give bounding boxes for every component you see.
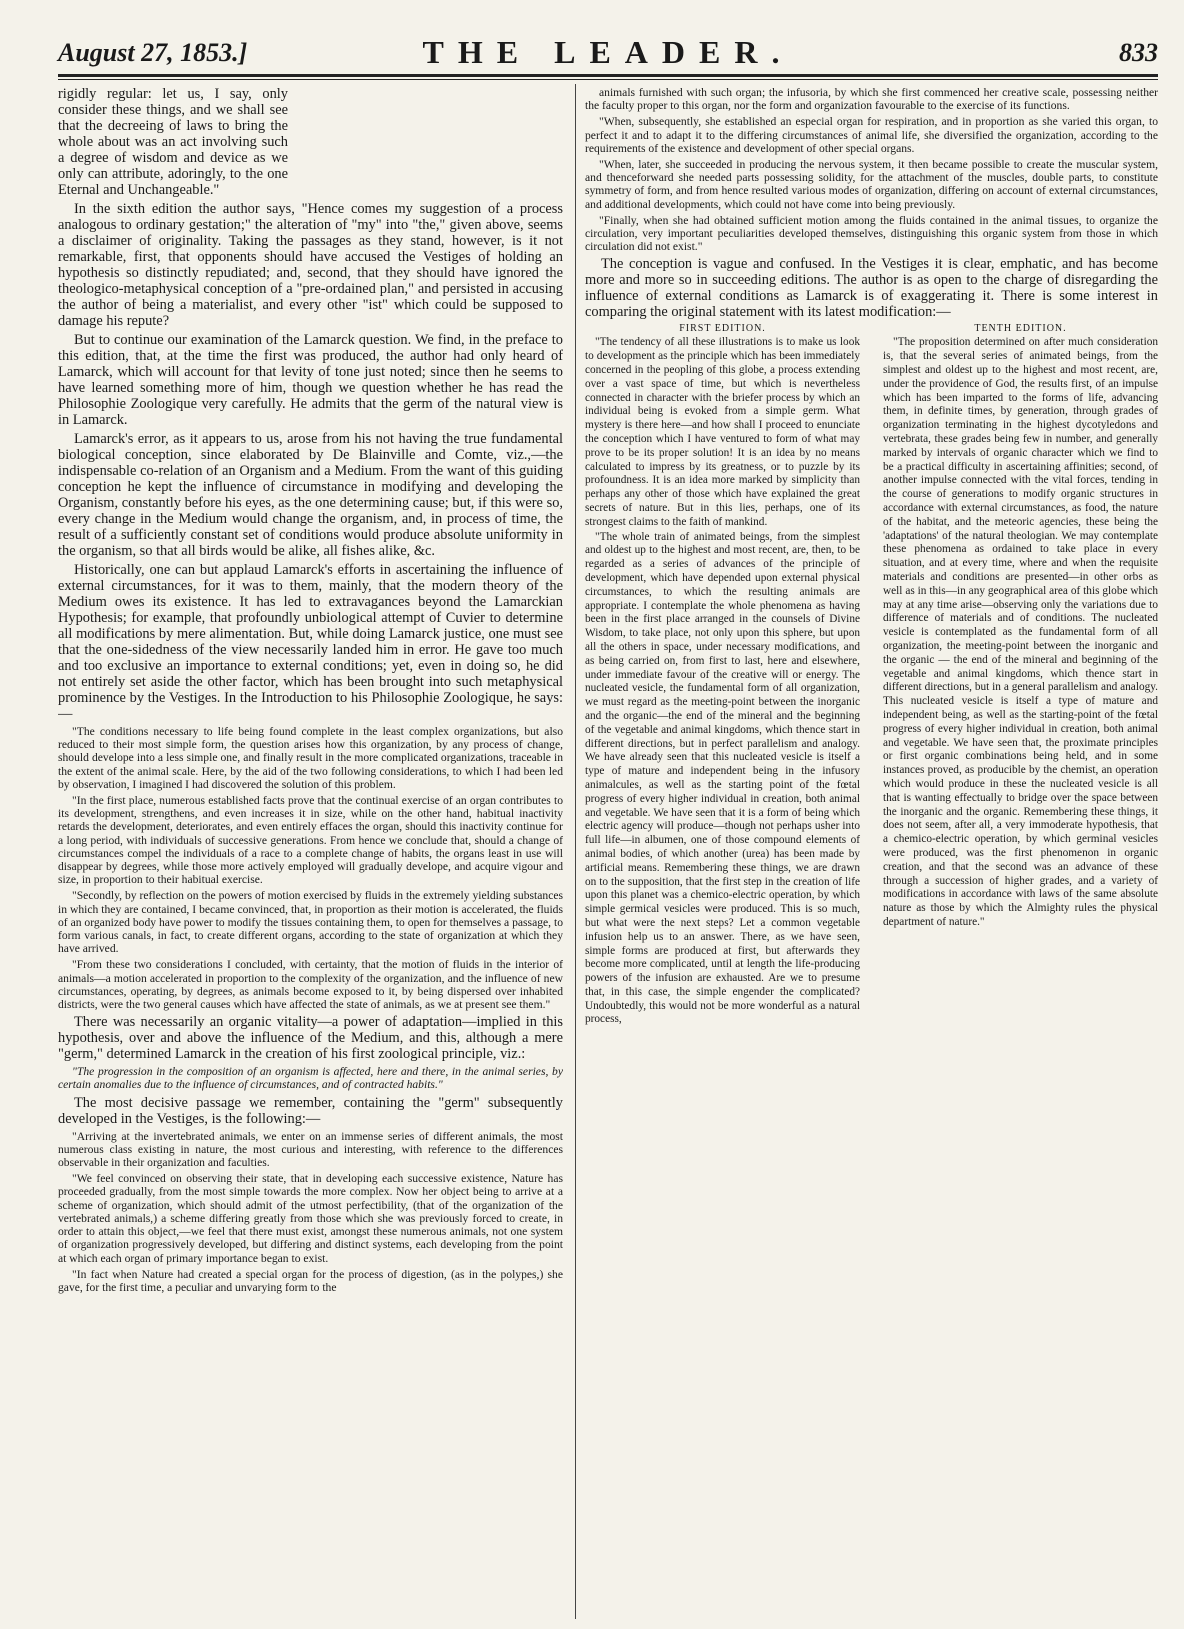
first-edition-heading: FIRST EDITION. (679, 323, 766, 335)
quotation: "In fact when Nature had created a special organ for the process of digestion, (as in the polypes,) she gave, for the first time, a peculiar and unvarying form to the (58, 1267, 563, 1294)
issue-date: August 27, 1853.] (58, 38, 248, 67)
quotation: "The proposition determined on after much consideration is, that the several series of animated beings, from the simplest and oldest up to the highest and most recent, are, under the providence of God, the results first, of an impulse which has been imparted to the forms of life, advancing them, in definite times, by generation, through grades of organization terminating in the highest dycotyledons and vertebrata, these grades being few in number, and generally marked by intervals of organic character which we find to be a practical difficulty in ascertaining affinities; second, of another impulse connected with the vital forces, tending in the course of generations to modify organic structures in accordance with external circumstances, as food, the nature of the habitat, and the meteoric agencies, these being the 'adaptations' of the natural theologian. We may contemplate these phenomena as ordained to take place in every situation, and at every time, where and when the requisite materials and conditions are presented—in other orbs as well as in this—in any geographical area of this globe which may at any time arise—observing only the variations due to difference of materials and of conditions. The nucleated vesicle is contemplated as the fundamental form of all organization, the meeting-point between the inorganic and the organic — the end of the mineral and beginning of the vegetable and animal kingdoms, which thence start in different directions, but in a general parallelism and analogy. This nucleated vesicle is itself a type of mature and independent being, as well as the starting-point of the fœtal progress of every higher individual in creation, both animal and vegetable. We have seen that, the proximate principles or first organic combinations being held, and in some instances proved, as producible by the chemist, an operation which would produce in these the nucleated vesicle is all that is wanting effectually to bridge over the space between the inorganic and the organic. Remembering these things, it does not seem, after all, a very immoderate hypothesis, that a chemico-electric operation, by which germinal vesicles were produced, was the first phenomenon in organic creation, and that the second was an advance of these through a succession of higher grades, and a variety of modifications in accordance with laws of the same absolute nature as those by which the Almighty rules the physical department of nature." (883, 336, 1158, 928)
paragraph: The conception is vague and confused. In the Vestiges it is clear, emphatic, and has become more and more so in succeeding editions. The author is as open to the charge of disregarding the influence of external conditions as Lamarck is of exaggerating it. There is some interest in comparing the original statement with its latest modification:— (585, 256, 1158, 321)
first-edition-column (585, 323, 860, 1028)
quotation: "When, subsequently, she established an especial organ for respiration, and in proportion as she varied this organ, to perfect it and to adapt it to the differing circumstances of animal life, she diversified the organization, according to the requirements of the existence and development of other special organs. (585, 115, 1158, 155)
page-number: 833 (1119, 38, 1158, 67)
paragraph: rigidly regular: let us, I say, only consider these things, and we shall see that the decreeing of laws to bring the whole about was an act involving such a degree of wisdom and device as we only can attribute, adoringly, to the one Eternal and Unchangeable." (58, 86, 288, 198)
left-column (58, 86, 563, 1621)
masthead (58, 30, 1158, 70)
paragraph: In the sixth edition the author says, "Hence comes my suggestion of a process analogous to ordinary gestation;" the alteration of "my" into "the," given above, seems a disclaimer of originality. Taking the passages as they stand, however, is it not remarkable, first, that opponents should have accused the Vestiges of holding an hypothesis so distinctly repudiated; and, second, that they should have ignored the theologico-metaphysical conception of a "pre-ordained plan," and persisted in accusing the author of being a materialist, and every other "ist" which could be supposed to damage his repute? (58, 201, 563, 329)
quotation: "The conditions necessary to life being found complete in the least complex organizations, but also reduced to their most simple form, the question arises how this organization, by any process of change, should develope into a less simple one, and finally result in the more complicated organizations, traceable in the extent of the animal scale. Here, by the aid of the two following considerations, to which I had been led by observation, I imagined I had discovered the solution of this problem. (58, 725, 563, 791)
tenth-edition-column (883, 323, 1158, 1028)
paragraph: There was necessarily an organic vitality—a power of adaptation—implied in this hypothesis, over and above the influence of the Medium, and this, although a mere "germ," determined Lamarck in the creation of his first zoological principle, viz.: (58, 1014, 563, 1063)
column-divider (575, 84, 576, 1619)
newspaper-title: THE LEADER. (422, 34, 794, 70)
quotation: "Secondly, by reflection on the powers of motion exercised by fluids in the extremely yielding substances in which they are contained, I became convinced, that, in proportion as their motion is accelerated, the fluids of an organized body have power to modify the tissues containing them, to open for themselves a passage, to form various canals, in fact, to create different organs, according to the state of organization at which they have arrived. (58, 889, 563, 956)
quotation: animals furnished with such organ; the infusoria, by which she first commenced her creative scale, possessing neither the faculty proper to this organ, nor the form and organization favourable to the exercise of its functions. (585, 86, 1158, 113)
quotation: "Finally, when she had obtained sufficient motion among the fluids contained in the animal tissues, to organize the circulation, very important peculiarities developed themselves, distinguishing this organic system from those in which circulation did not exist." (585, 213, 1158, 254)
quotation: "The progression in the composition of an organism is affected, here and there, in the animal series, by certain anomalies due to the influence of circumstances, and of contracted habits." (58, 1065, 563, 1092)
quotation: "The tendency of all these illustrations is to make us look to development as the principle which has been immediately concerned in the peopling of this globe, a process extending over a vast space of time, but which is nevertheless connected in character with the briefer process by which an individual being is evoked from a simple germ. What mystery is there here—and how shall I proceed to enunciate the conception which I have ventured to form of what may prove to be its proper solution! It is an idea by no means calculated to impress by its greatness, or to puzzle by its profoundness. It is an idea more marked by simplicity than perhaps any other of those which have explained the great secrets of nature. But in this lies, perhaps, one of its strongest claims to the faith of mankind. (585, 336, 860, 528)
masthead-rule-thick (58, 74, 1158, 77)
quotation: "Arriving at the invertebrated animals, we enter on an immense series of different animals, the most numerous class existing in nature, the most curious and interesting, with reference to the differences observable in their organization and faculties. (58, 1129, 563, 1170)
masthead-rule-thin (58, 79, 1158, 80)
paragraph: Lamarck's error, as it appears to us, arose from his not having the true fundamental biological conception, since elaborated by De Blainville and Comte, viz.,—the indispensable co-relation of an Organism and a Medium. From the want of this guiding conception he kept the influence of circumstance in modifying and developing the Organism, constantly before his eyes, as the one determining cause; but, if this were so, every change in the Medium would change the organism, and, in process of time, the result of a sufficiently constant set of conditions would produce absolute uniformity in the organism, so that all birds would be alike, all fishes alike, &c. (58, 431, 563, 559)
right-column (585, 86, 1158, 1621)
quotation: "From these two considerations I concluded, with certainty, that the motion of fluids in the interior of animals—a motion accelerated in proportion to the complexity of the organization, and the influence of new circumstances, operating, by degrees, as animals become exposed to it, by being dispersed over inhabited districts, were the two general causes which have affected the state of animals, as we at present see them." (58, 958, 563, 1012)
quotation: "We feel convinced on observing their state, that in developing each successive existence, Nature has proceeded gradually, from the most simple towards the more complex. Now her object being to arrive at a scheme of organization, which should admit of the utmost perfectibility, (that of the organization of the vertebrated animals,) a scheme differing greatly from those which she was previously forced to create, in order to attain this object,—we feel that there must exist, amongst these numerous animals, not one system of organization progressively developed, but differing and distinct systems, each developing from the point at which each organ of primary importance began to exist. (58, 1172, 563, 1265)
quotation: "In the first place, numerous established facts prove that the continual exercise of an organ contributes to its development, strengthens, and even increases it in size, while on the other hand, habitual inactivity retards the development, deteriorates, and even entirely effaces the organ, should this inactivity continue for a long period, with individuals of successive generations. From hence we conclude that, should a change of circumstances compel the individuals of a race to a complete change of habits, the organs least in use will disappear by degrees, while those more actively employed will gradually develope, and acquire vigour and size, in proportion to their habitual exercise. (58, 794, 563, 887)
edition-comparison (585, 323, 1158, 1028)
paragraph: The most decisive passage we remember, containing the "germ" subsequently developed in the Vestiges, is the following:— (58, 1094, 563, 1127)
tenth-edition-heading: TENTH EDITION. (974, 323, 1067, 335)
quotation: "The whole train of animated beings, from the simplest and oldest up to the highest and most recent, are, then, to be regarded as a series of advances of the principle of development, which have depended upon external physical circumstances, to which the resulting animals are appropriate. I contemplate the whole phenomena as having been in the first place arranged in the counsels of Divine Wisdom, to take place, not only upon this sphere, but upon all the others in space, under necessary modifications, and as being carried on, from first to last, here and elsewhere, under immediate favour of the creative will or energy. The nucleated vesicle, the fundamental form of all organization, we must regard as the meeting-point between the inorganic and the organic—the end of the mineral and the beginning of the vegetable and animal kingdoms, which thence start in different directions, but in perfect parallelism and analogy. We have already seen that this nucleated vesicle is itself a type of mature and independent being in the infusory animalcules, as well as the starting point of the fœtal progress of every higher individual in creation, both animal and vegetable. We have seen that it is a form of being which electric agency will produce—though not perhaps usher into full life—in albumen, one of those compound elements of animal bodies, of which another (urea) has been made by artificial means. Remembering these things, we are drawn on to the supposition, that the first step in the creation of life upon this planet was a chemico-electric operation, by which simple germical vesicles were produced. This is so much, but what were the next steps? Let a common vegetable infusion help us to an answer. There, as we have seen, simple forms are produced at first, but afterwards they become more complicated, until at length the life-producing powers of the infusion are exhausted. Are we to presume that, in this case, the simple engender the complicated? Undoubtedly, this would not be more wonderful as a natural process, (585, 530, 860, 1026)
paragraph: Historically, one can but applaud Lamarck's efforts in ascertaining the influence of external circumstances, for it was to them, mainly, that the modern theory of the Medium owes its existence. It has led to extravagances beyond the Lamarckian Hypothesis; for example, that profoundly unbiological attempt of Cuvier to determine all modifications by mere alimentation. But, while doing Lamarck justice, one must see that the one-sidedness of the view necessarily landed him in error. He gave too much and too exclusive an importance to external conditions; yet, even in doing so, he did not entirely set aside the other factor, which has been brought into such metaphysical prominence by the Vestiges. In the Introduction to his Philosophie Zoologique, he says:— (58, 562, 563, 722)
paragraph: But to continue our examination of the Lamarck question. We find, in the preface to this edition, that, at the time the first was produced, the author had only heard of Lamarck, which will account for that levity of tone just noted; since then he seems to have learned something more of him, though we question whether he has read the Philosophie Zoologique very carefully. He admits that the germ of the natural view is in Lamarck. (58, 332, 563, 428)
quotation: "When, later, she succeeded in producing the nervous system, it then became possible to create the muscular system, and thenceforward she needed parts possessing solidity, for the attachment of the muscles, double parts, to constitute symmetry of form, and from hence resulted various modes of organization, differing on account of external circumstances, and additional developments, which could not have come into being previously. (585, 158, 1158, 211)
